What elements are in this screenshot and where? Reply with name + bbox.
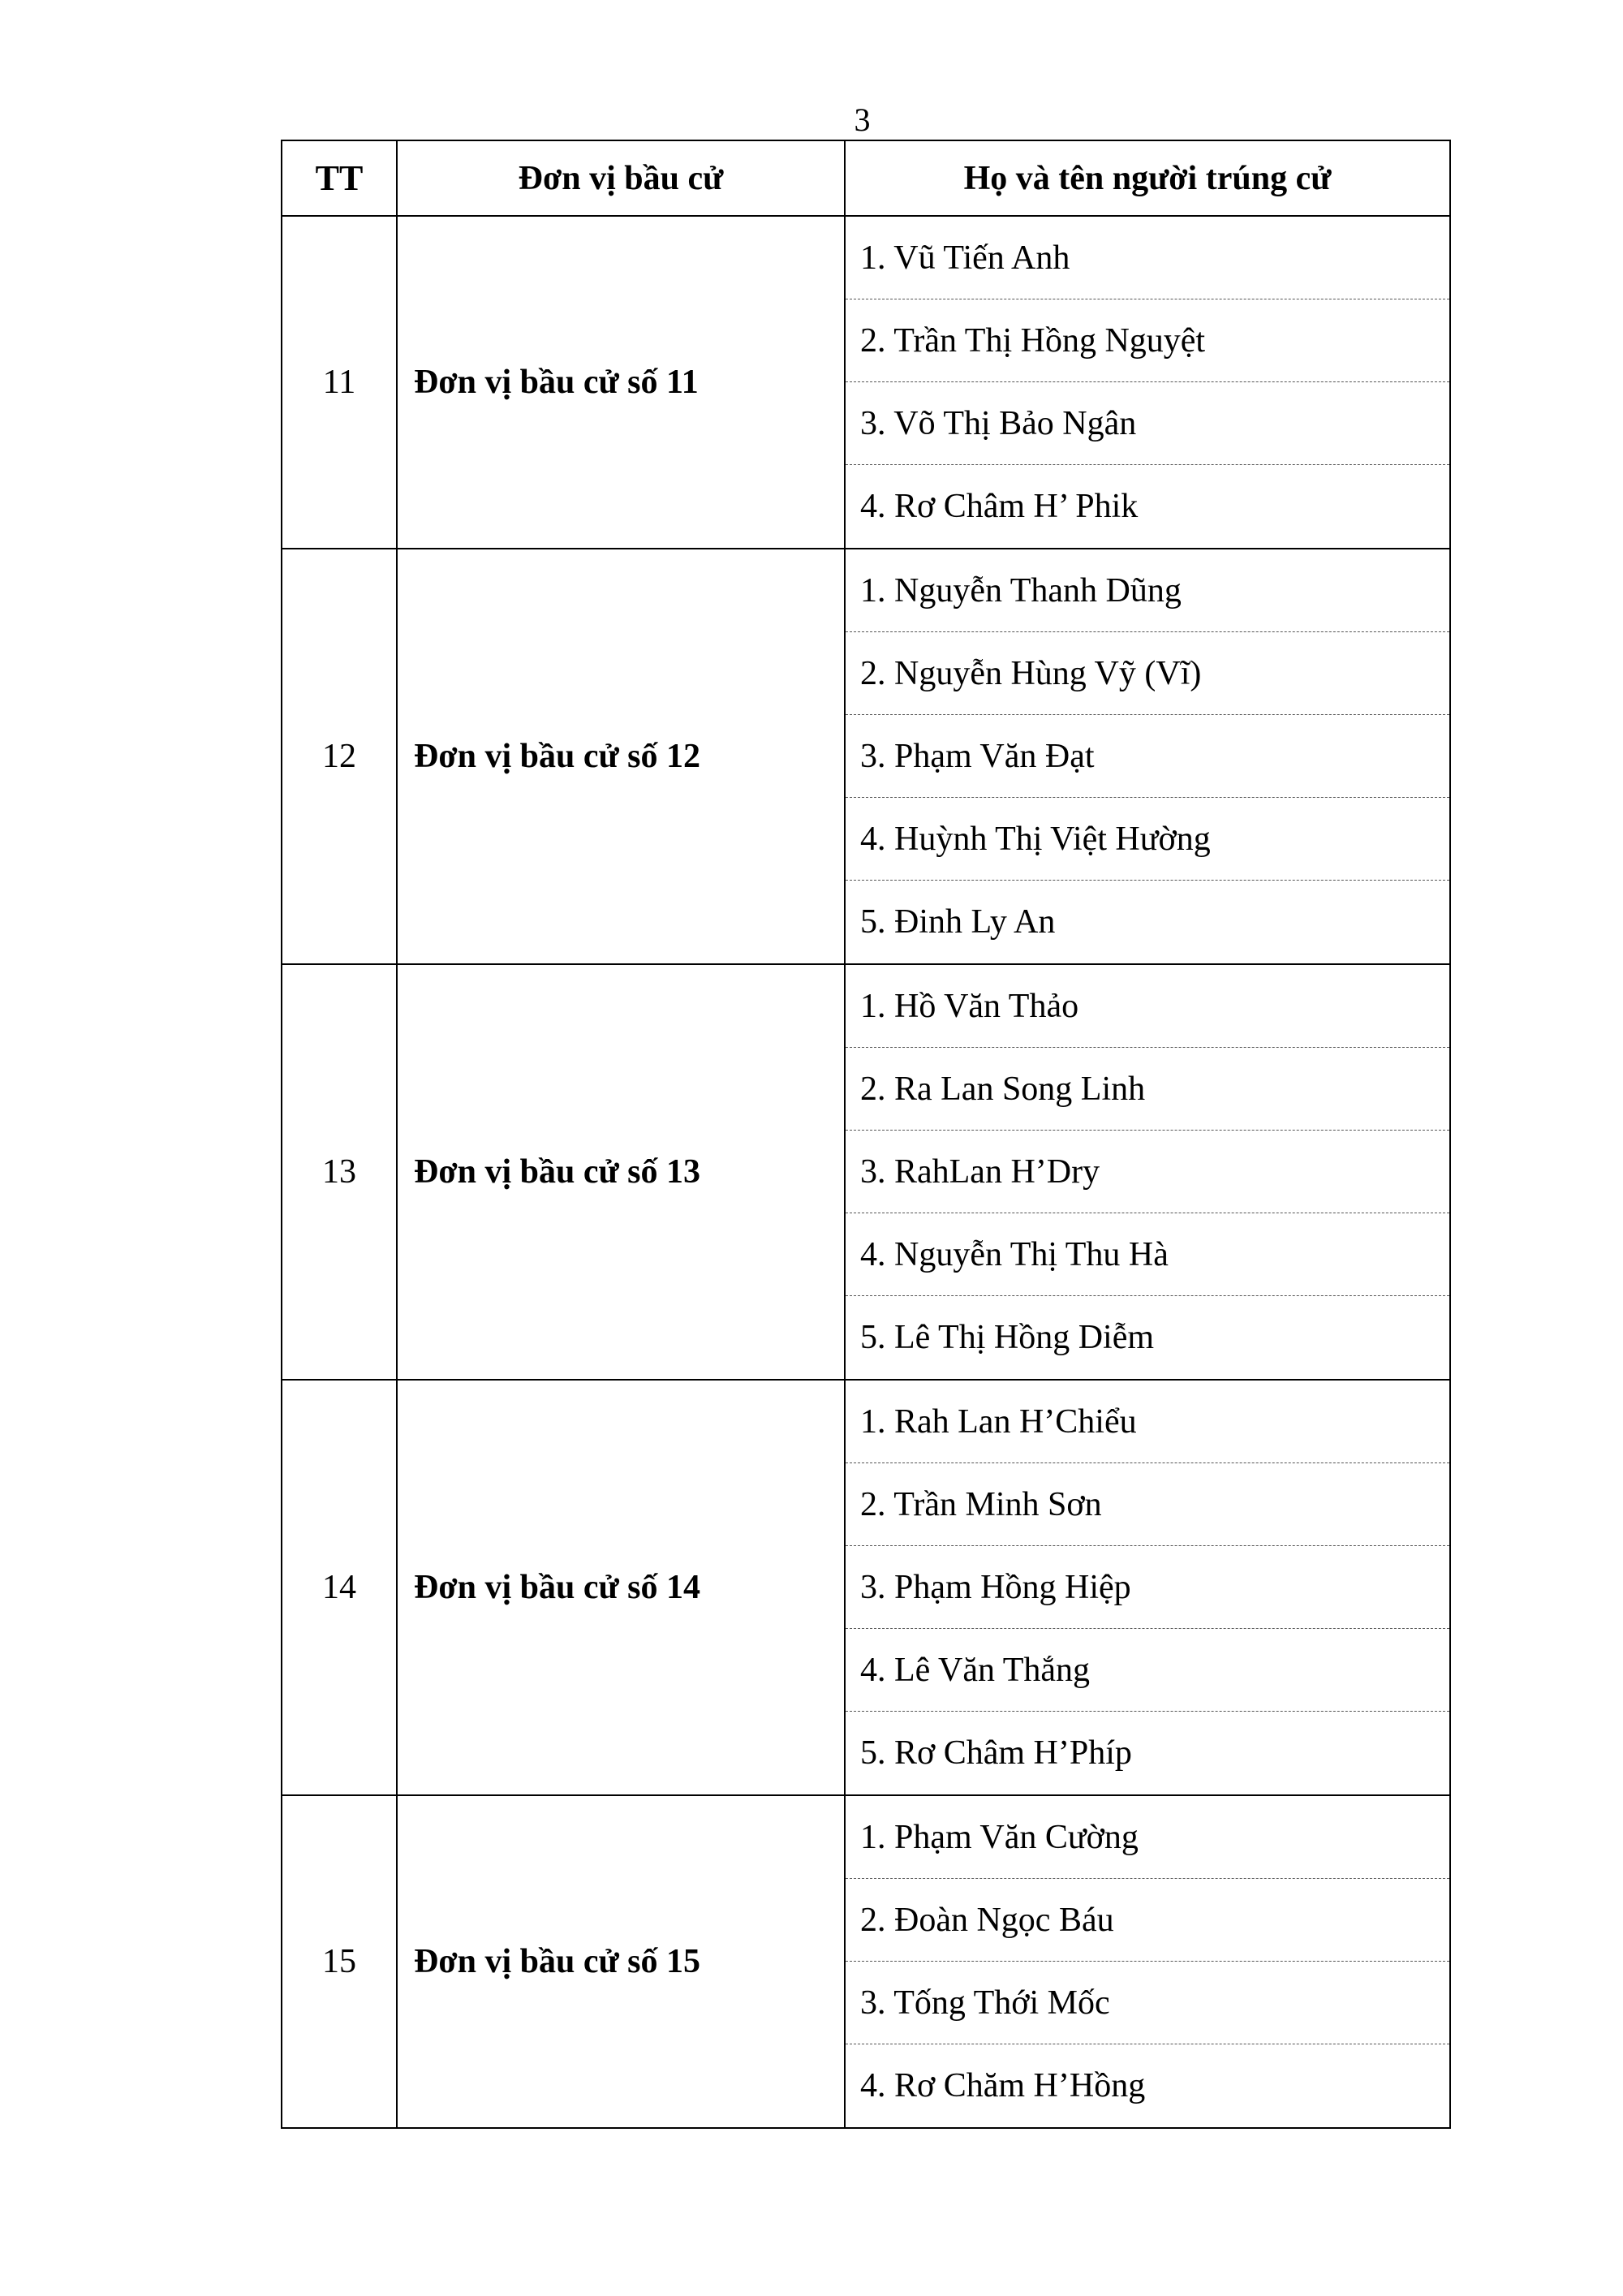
header-tt: TT [282, 140, 397, 216]
elected-person-name: 1. Phạm Văn Cường [846, 1796, 1449, 1879]
elected-person-name: 5. Lê Thị Hồng Diễm [860, 1319, 1155, 1356]
elected-person-name: 4. Rơ Châm H’ Phik [860, 488, 1139, 525]
electoral-unit: Đơn vị bầu cử số 11 [397, 216, 845, 549]
page-number: 3 [854, 101, 871, 138]
table-row [282, 216, 1450, 549]
elected-person-name: 1. Hồ Văn Thảo [846, 965, 1449, 1048]
elected-person-name: 1. Vũ Tiến Anh [846, 217, 1449, 299]
header-unit: Đơn vị bầu cử [397, 140, 845, 216]
elected-person-name: 2. Trần Thị Hồng Nguyệt [846, 299, 1449, 382]
elected-person-name: 5. Đinh Ly An [860, 903, 1056, 941]
elected-person-name: 2. Ra Lan Song Linh [846, 1048, 1449, 1131]
elected-person-name: 1. Rah Lan H’Chiểu [846, 1381, 1449, 1463]
row-number: 12 [282, 549, 397, 964]
elected-person-name: 3. RahLan H’Dry [846, 1131, 1449, 1213]
table-row [282, 964, 1450, 1380]
row-number: 15 [282, 1795, 397, 2128]
table-header-row [282, 140, 1450, 216]
elected-person-name: 2. Đoàn Ngọc Báu [846, 1879, 1449, 1962]
elected-names-cell [845, 1380, 1450, 1795]
elected-names-cell [845, 549, 1450, 964]
row-number: 14 [282, 1380, 397, 1795]
electoral-unit: Đơn vị bầu cử số 14 [397, 1380, 845, 1795]
elected-person-name: 1. Nguyễn Thanh Dũng [846, 549, 1449, 632]
elected-person-name: 3. Võ Thị Bảo Ngân [846, 382, 1449, 465]
table-body [282, 216, 1450, 2128]
elected-names-cell [845, 216, 1450, 549]
table-row [282, 549, 1450, 964]
elected-person-name: 4. Rơ Chăm H’Hồng [860, 2067, 1146, 2104]
elected-names-cell [845, 964, 1450, 1380]
electoral-unit: Đơn vị bầu cử số 12 [397, 549, 845, 964]
elected-person-name: 3. Tống Thới Mốc [846, 1962, 1449, 2044]
elected-person-name: 4. Huỳnh Thị Việt Hường [846, 798, 1449, 881]
row-number: 13 [282, 964, 397, 1380]
elected-person-name: 5. Rơ Châm H’Phíp [860, 1734, 1132, 1772]
table-row [282, 1380, 1450, 1795]
electoral-unit: Đơn vị bầu cử số 15 [397, 1795, 845, 2128]
elected-person-name: 2. Trần Minh Sơn [846, 1463, 1449, 1546]
header-names: Họ và tên người trúng cử [845, 140, 1450, 216]
elected-person-name: 4. Lê Văn Thắng [846, 1629, 1449, 1712]
elected-person-name: 2. Nguyễn Hùng Vỹ (Vĩ) [846, 632, 1449, 715]
electoral-unit: Đơn vị bầu cử số 13 [397, 964, 845, 1380]
elected-person-name: 3. Phạm Hồng Hiệp [846, 1546, 1449, 1629]
elected-names-cell [845, 1795, 1450, 2128]
elected-person-name: 3. Phạm Văn Đạt [846, 715, 1449, 798]
row-number: 11 [282, 216, 397, 549]
table-row [282, 1795, 1450, 2128]
election-results-table [281, 140, 1451, 2129]
elected-person-name: 4. Nguyễn Thị Thu Hà [846, 1213, 1449, 1296]
